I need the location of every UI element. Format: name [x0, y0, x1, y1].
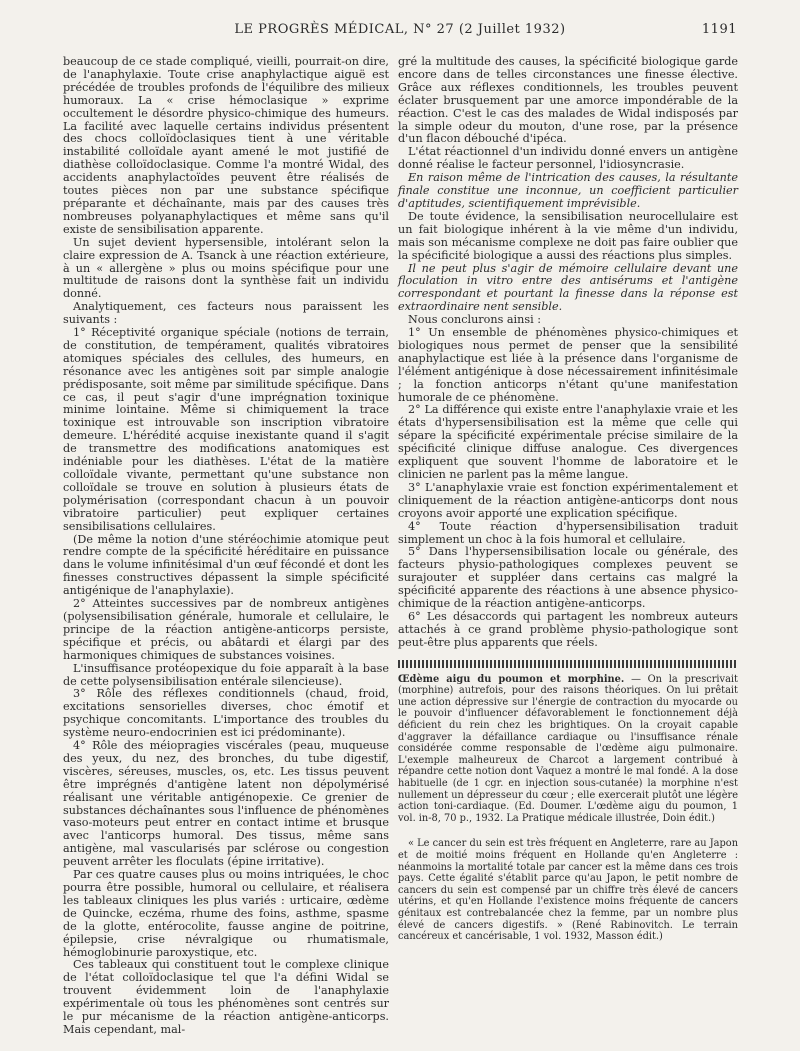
paragraph: 3° Rôle des réflexes conditionnels (chaud, froid, excitations sensorielles diverses, choc émotif et psychique concomitants. L'importance des troubles du système neuro-endocrinien est ici prédominante). — [63, 687, 389, 740]
right-column-body — [398, 56, 738, 650]
page-number: 1191 — [701, 22, 737, 37]
paragraph: 2° Atteintes successives par de nombreux antigènes (polysensibilisation générale, humorale et cellulaire, le principe de la réaction antigène-anticorps persiste, spécifique et précis, ou abâtardi et élargi par des harmoniques chimiques de substances voisines. — [63, 597, 389, 662]
paragraph: Il ne peut plus s'agir de mémoire cellulaire devant une floculation in vitro entre des antisérums et l'antigène correspondant et pourtant la finesse dans la réponse est extraordinaire nent sensible. — [398, 261, 738, 314]
paragraph: gré la multitude des causes, la spécificité biologique garde encore dans de telles circonstances une finesse élective. Grâce aux réflexes conditionnels, les troubles peuvent éclater brusquement par une amorce impondérable de la réaction. C'est le cas des malades de Widal indisposés par la simple odeur du mouton, d'une rose, par la présence d'un flacon débouché d'ipéca. — [398, 55, 738, 146]
paragraph: De toute évidence, la sensibilisation neurocellulaire est un fait biologique inhérent à la vie même d'un individu, mais son mécanisme complexe ne doit pas faire oublier que la spécificité biologique a aussi des réactions plus simples. — [398, 209, 738, 262]
paragraph: Un sujet devient hypersensible, intolérant selon la claire expression de A. Tsanck à une réaction extérieure, à un « allergène » plus ou moins spécifique pour une multitude de raisons dont la synthèse fait un individu donné. — [63, 235, 389, 301]
paragraph: 4° Rôle des méiopragies viscérales (peau, muqueuse des yeux, du nez, des bronches, du tube digestif, viscères, séreuses, muscles, os, etc. Les tissus peuvent être imprégnés d'antigène latent non dépolymérisé réalisant une véritable antigénopexie. Ce grenier de substances déchaînantes sous l'influence de phénomènes vaso-moteurs peut entrer en contact intime et brusque avec l'anticorps humoral. Des tissus, même sans antigène, mal vascularisés par sclérose ou congestion peuvent arrêter les floculats (épine irritative). — [63, 739, 389, 869]
running-head: LE PROGRÈS MÉDICAL, N° 27 (2 Juillet 1932) — [234, 22, 566, 37]
section-divider — [398, 660, 738, 668]
paragraph: (De même la notion d'une stéréochimie atomique peut rendre compte de la spécificité héréditaire en puissance dans le volume infinitésimal d'un œuf fécondé et dont les finesses constructives dépassent la simple spécificité antigénique de l'anaphylaxie). — [63, 532, 389, 598]
paragraph: Analytiquement, ces facteurs nous paraissent les suivants : — [63, 300, 389, 327]
paragraph: 6° Les désaccords qui partagent les nombreux auteurs attachés à ce grand problème physio-pathologique sont peut-être plus apparents que réels. — [398, 609, 738, 649]
right-column — [398, 56, 738, 943]
paragraph: En raison même de l'intrication des causes, la résultante finale constitue une inconnue, un coefficient particulier d'aptitudes, scientifiquement imprévisible. — [398, 171, 738, 210]
paragraph: Nous conclurons ainsi : — [408, 313, 541, 327]
paragraph: Ces tableaux qui constituent tout le complexe clinique de l'état colloïdoclasique tel que l'a défini Widal se trouvent évidemment loin de l'anaphylaxie expérimentale où tous les phénomènes sont centrés sur le pur mécanisme de la réaction antigène-anticorps. Mais cependant, mal- — [63, 958, 389, 1036]
review-body: — On la prescrivait (morphine) autrefois, pour des raisons théoriques. On lui prêtait une action dépressive sur l'énergie de contraction du myocarde ou le pouvoir d'influencer défavorablement le fonctionnement déjà déficient du rein chez les brightiques. On la croyait capable d'aggraver la défaillance cardiaque ou l'insuffisance rénale considérée comme responsable de l'œdème aigu pulmonaire. L'exemple malheureux de Charcot a largement contribué à répandre cette notion dont Vaquez a montré le mal fondé. A la dose habituelle (de 1 cgr. en injection sous-cutanée) la morphine n'est nullement un dépresseur du cœur ; elle exercerait plutôt une légère action toni-cardiaque. (Ed. Doumer. L'œdème aigu du poumon, 1 vol. in-8, 70 p., 1932. La Pratique médicale illustrée, Doin édit.) — [398, 673, 738, 824]
left-column — [63, 56, 389, 1037]
paragraph: beaucoup de ce stade compliqué, vieilli, pourrait-on dire, de l'anaphylaxie. Toute crise anaphylactique aiguë est précédée de troubles profonds de l'équilibre des milieux humoraux. La « crise hémoclasique » exprime occultement le désordre physico-chimique des humeurs. La facilité avec laquelle certains individus présentent des chocs colloïdoclasiques tient à une véritable instabilité colloïdale ayant amené le mot justifié de diathèse colloïdoclasique. Comme l'a montré Widal, des accidents anaphylactoïdes peuvent être réalisés de toutes pièces non par une substance spécifique préparante et déchaînante, mais par des causes très nombreuses polyanaphylactiques et même sans qu'il existe de sensibilisation apparente. — [63, 55, 389, 236]
paragraph: 1° Réceptivité organique spéciale (notions de terrain, de constitution, de tempérament, qualités vibratoires atomiques spéciales des cellules, des humeurs, en résonance avec les antigènes soit par simple analogie prédisposante, soit même par similitude spécifique. Dans ce cas, il peut s'agir d'une imprégnation toxinique minime lointaine. Même si chimiquement la trace toxinique est introuvable son inscription vibratoire demeure. L'hérédité acquise inexistante quand il s'agit de transmettre des modifications anatomiques est indéniable pour les diathèses. L'état de la matière colloïdale vivante, permettant qu'une substance non colloïdale se trouve en solution à plusieurs états de polymérisation (correspondant chacun à un pouvoir vibratoire particulier) peut expliquer certaines sensibilisations cellulaires. — [63, 326, 389, 533]
review-paragraph — [398, 674, 738, 825]
paragraph: 3° L'anaphylaxie vraie est fonction expérimentalement et cliniquement de la réaction antigène-anticorps dont nous croyons avoir apporté une explication spécifique. — [398, 480, 738, 520]
page-header — [63, 22, 737, 42]
paragraph: 4° Toute réaction d'hypersensibilisation traduit simplement un choc à la fois humoral et cellulaire. — [398, 519, 738, 546]
paragraph: 1° Un ensemble de phénomènes physico-chimiques et biologiques nous permet de penser que la sensibilité anaphylactique est liée à la présence dans l'organisme de l'élément antigénique à dose nécessairement infinitésimale ; la fonction anticorps n'étant qu'une manifestation humorale de ce phénomène. — [398, 326, 738, 404]
paragraph: L'état réactionnel d'un individu donné envers un antigène donné réalise le facteur personnel, l'idiosyncrasie. — [398, 145, 738, 172]
paragraph: L'insuffisance protéopexique du foie apparaît à la base de cette polysensibilisation entérale silencieuse). — [63, 661, 389, 688]
review-title: Œdème aigu du poumon et morphine. — [398, 673, 625, 685]
paragraph: 5° Dans l'hypersensibilisation locale ou générale, des facteurs physio-pathologiques complexes peuvent se surajouter et suppléer dans certains cas malgré la spécificité apparente des réactions à une absence physico-chimique de la réaction antigène-anticorps. — [398, 545, 738, 611]
paragraph: 2° La différence qui existe entre l'anaphylaxie vraie et les états d'hypersensibilisation est la même que celle qui sépare la spécificité expérimentale précise similaire de la spécificité clinique diffuse analogue. Ces divergences expliquent que souvent l'homme de laboratoire et le clinicien ne parlent pas la même langue. — [398, 403, 738, 481]
paragraph: Par ces quatre causes plus ou moins intriquées, le choc pourra être possible, humoral ou cellulaire, et réalisera les tableaux cliniques les plus variés : urticaire, œdème de Quincke, eczéma, rhume des foins, asthme, spasme de la glotte, entérocolite, fausse angine de poitrine, épilepsie, crise névralgique ou rhumatismale, hémoglobinurie paroxystique, etc. — [63, 868, 389, 959]
quote-paragraph: « Le cancer du sein est très fréquent en Angleterre, rare au Japon et de moitié moins fréquent en Hollande qu'en Angleterre : néanmoins la mortalité totale par cancer est la même dans ces trois pays. Cette égalité s'établit parce qu'au Japon, le petit nombre de cancers du sein est compensé par un chiffre très élevé de cancers utérins, et qu'en Hollande l'existence moins fréquente de cancers génitaux est contrebalancée chez la femme, par un nombre plus élevé de cancers digestifs. » (René Rabinovitch. Le terrain cancéreux et cancérisable, 1 vol. 1932, Masson édit.) — [398, 838, 738, 943]
